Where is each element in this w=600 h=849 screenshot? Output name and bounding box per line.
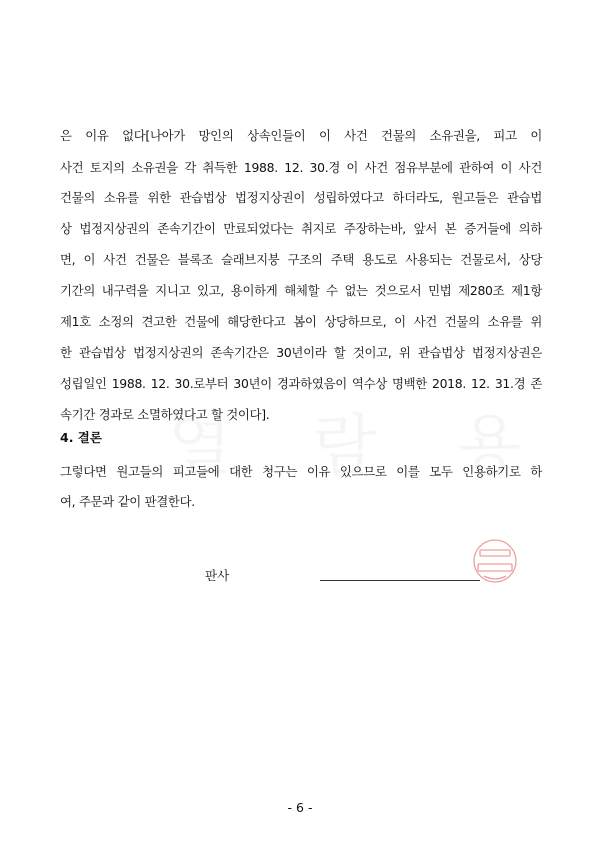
body-line: 속기간 경과로 소멸하였다고 할 것이다].	[60, 407, 270, 422]
body-line: 한 관습법상 법정지상권의 존속기간은 30년이라 할 것이고, 위 관습법상 법정지상권은	[60, 345, 542, 360]
body-line: 은 이유 없다[나아가 망인의 상속인들이 이 사건 건물의 소유권을, 피고 이	[60, 128, 542, 143]
body-line: 면, 이 사건 건물은 블록조 슬래브지붕 구조의 주택 용도로 사용되는 건물로서, 상당	[60, 252, 542, 267]
conclusion-line: 그렇다면 원고들의 피고들에 대한 청구는 이유 있으므로 이를 모두 인용하기로 하	[60, 464, 542, 479]
section-heading: 4. 결론	[60, 430, 102, 445]
conclusion-line: 여, 주문과 같이 판결한다.	[60, 494, 195, 509]
signature-line	[320, 580, 480, 581]
body-line: 사건 토지의 소유권을 각 취득한 1988. 12. 30.경 이 사건 점유부분에 관하여 이 사건	[60, 160, 542, 175]
court-seal-icon	[470, 536, 520, 586]
body-line: 제1호 소정의 견고한 건물에 해당한다고 봄이 상당하므로, 이 사건 건물의 소유를 위	[60, 314, 542, 329]
body-line: 성립일인 1988. 12. 30.로부터 30년이 경과하였음이 역수상 명백한 2018. 12. 31.경 존	[60, 376, 542, 391]
body-line: 상 법정지상권의 존속기간이 만료되었다는 취지로 주장하는바, 앞서 본 증거들에 의하	[60, 221, 542, 236]
judge-label: 판사	[205, 568, 230, 583]
body-line: 기간의 내구력을 지니고 있고, 용이하게 해체할 수 없는 것으로서 민법 제280조 제1항	[60, 283, 542, 298]
body-line: 건물의 소유를 위한 관습법상 법정지상권이 성립하였다고 하더라도, 원고들은 관습법	[60, 190, 542, 205]
page-number: - 6 -	[287, 800, 313, 815]
